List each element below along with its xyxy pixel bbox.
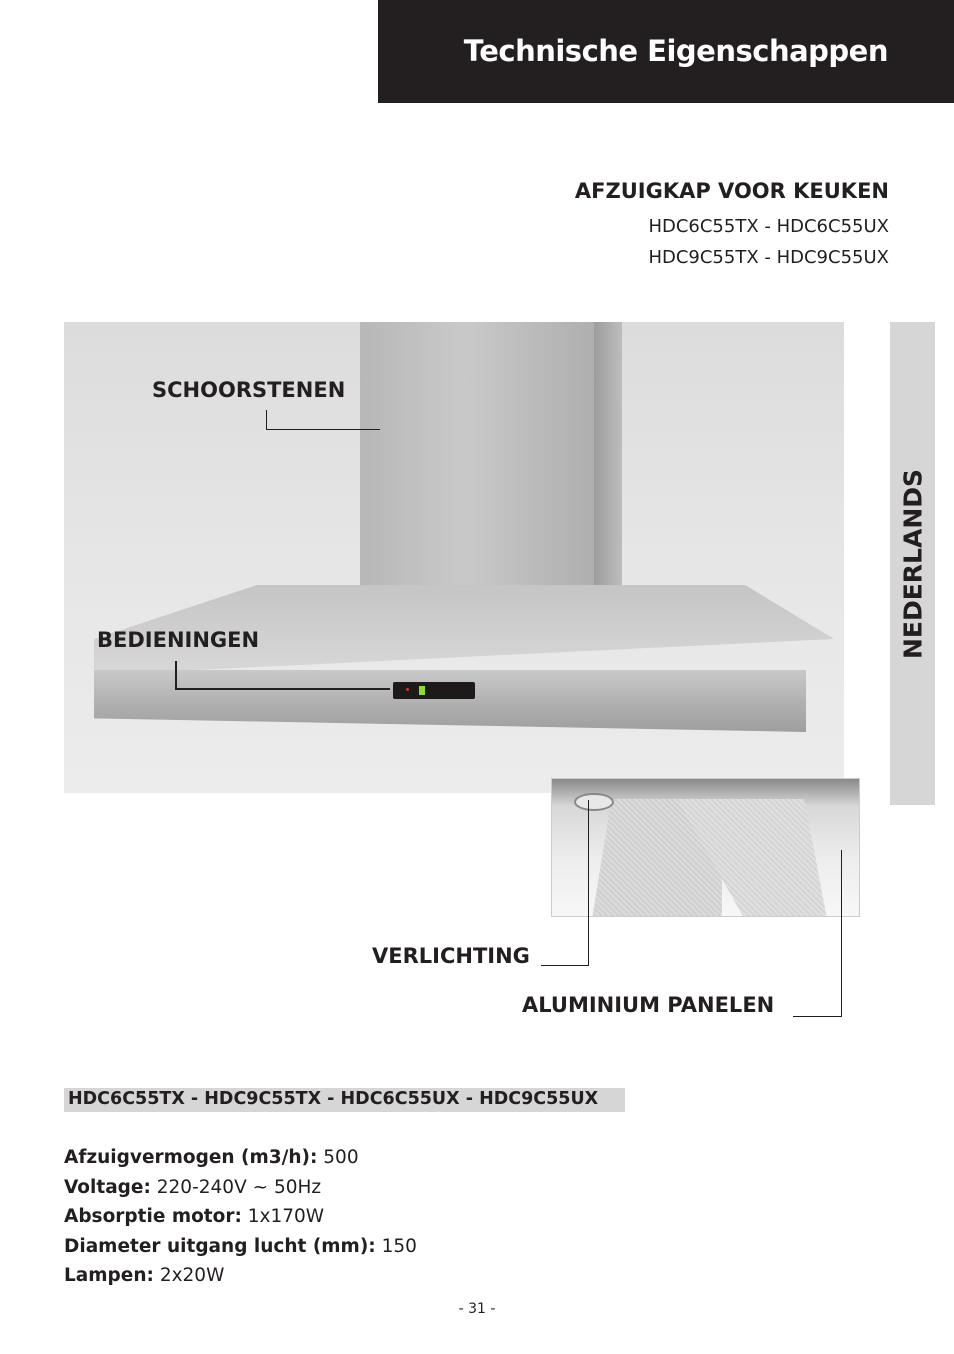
spec-label: Lampen: bbox=[64, 1265, 154, 1286]
control-panel bbox=[393, 682, 475, 699]
page-title: Technische Eigenschappen bbox=[463, 34, 888, 68]
spec-row bbox=[64, 1236, 417, 1257]
leader-line bbox=[266, 410, 267, 430]
language-tab bbox=[890, 322, 935, 805]
callout-panels: ALUMINIUM PANELEN bbox=[522, 993, 775, 1017]
leader-line bbox=[841, 850, 842, 1017]
page-number: - 31 - bbox=[458, 1301, 496, 1317]
canopy-front bbox=[94, 670, 806, 732]
lamp bbox=[574, 793, 614, 811]
spec-label: Afzuigvermogen (m3/h): bbox=[64, 1147, 318, 1168]
spec-label: Diameter uitgang lucht (mm): bbox=[64, 1236, 376, 1257]
model-line: HDC9C55TX - HDC9C55UX bbox=[648, 247, 889, 268]
spec-value: 1x170W bbox=[247, 1206, 325, 1227]
leader-line bbox=[541, 965, 589, 966]
spec-label: Absorptie motor: bbox=[64, 1206, 242, 1227]
spec-row bbox=[64, 1177, 321, 1198]
spec-heading: HDC6C55TX - HDC9C55TX - HDC6C55UX - HDC9C55UX bbox=[68, 1089, 599, 1109]
display-digit bbox=[419, 686, 425, 695]
leader-line bbox=[175, 688, 390, 690]
spec-value: 2x20W bbox=[159, 1265, 225, 1286]
leader-line bbox=[588, 800, 589, 966]
filter-detail-photo bbox=[551, 778, 860, 917]
language-label: NEDERLANDS bbox=[898, 468, 927, 659]
callout-chimney: SCHOORSTENEN bbox=[152, 378, 346, 402]
spec-value: 150 bbox=[381, 1236, 417, 1257]
leader-line bbox=[175, 661, 177, 690]
callout-controls: BEDIENINGEN bbox=[97, 628, 260, 652]
spec-heading-bar bbox=[64, 1088, 625, 1112]
spec-label: Voltage: bbox=[64, 1177, 151, 1198]
spec-value: 500 bbox=[323, 1147, 359, 1168]
callout-lighting: VERLICHTING bbox=[372, 944, 530, 968]
model-line: HDC6C55TX - HDC6C55UX bbox=[648, 216, 889, 237]
spec-value: 220-240V ~ 50Hz bbox=[156, 1177, 322, 1198]
spec-row bbox=[64, 1265, 224, 1286]
leader-line bbox=[793, 1016, 841, 1017]
leader-line bbox=[266, 429, 380, 430]
product-title: AFZUIGKAP VOOR KEUKEN bbox=[574, 179, 889, 203]
header-bar bbox=[378, 0, 954, 103]
spec-row bbox=[64, 1206, 324, 1227]
spec-row bbox=[64, 1147, 359, 1168]
indicator-led bbox=[406, 688, 409, 691]
